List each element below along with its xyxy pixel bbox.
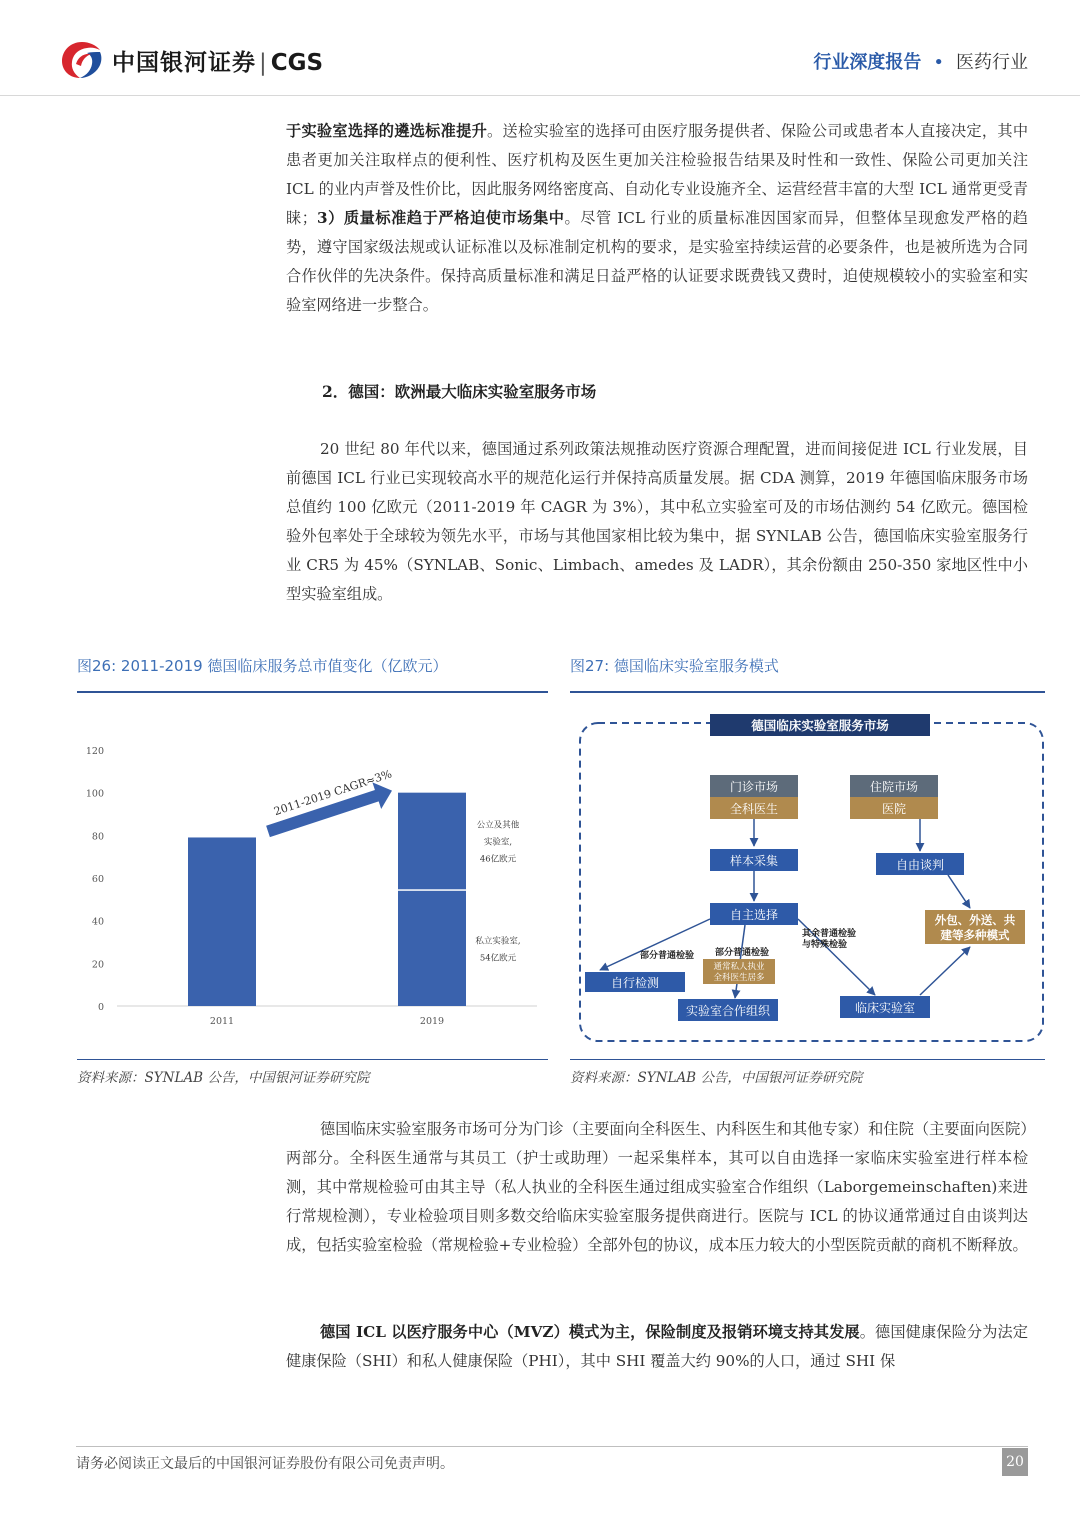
figure27-bottom-rule xyxy=(570,1059,1045,1060)
report-type: 行业深度报告 xyxy=(813,52,922,73)
x-axis-labels xyxy=(210,1016,444,1027)
footer-disclaimer: 请务必阅读正文最后的中国银河证券股份有限公司免责声明。 xyxy=(76,1456,454,1472)
figure26-top-rule xyxy=(77,691,548,693)
footer-divider xyxy=(76,1446,1028,1447)
para4-bold: 德国 ICL 以医疗服务中心（MVZ）模式为主，保险制度及报销环境支持其发展 xyxy=(320,1323,860,1341)
para1-bold-2: 3）质量标准趋于严格迫使市场集中 xyxy=(316,209,565,227)
hospital-label: 医院 xyxy=(881,802,907,816)
branch-label-left: 部分普通检验 xyxy=(640,951,695,961)
y-tick-label: 40 xyxy=(91,916,104,928)
clinical-lab-label: 临床实验室 xyxy=(854,1001,916,1015)
choice-label: 自主选择 xyxy=(729,908,779,922)
segment-label-private: 私立实验室, xyxy=(475,936,521,947)
header-separator: • xyxy=(933,52,944,73)
cagr-annotation: 2011-2019 CAGR≈3% xyxy=(272,767,394,819)
market-boundary xyxy=(580,723,1043,1041)
x-tick-label: 2019 xyxy=(419,1016,445,1027)
outpatient-label: 门诊市场 xyxy=(729,780,779,794)
para1-text-1: 。送检实验室的选择可由医疗服务提供者、保险公司或患者本人直接决定，其中患者更加关注取样点的便利性、医疗机构及医生更加关注检验报告结果及时性和一致性、保险公司更加关注 ICL 的业内声誉及性价比，因此服务网络密度高、自动化专业设施齐全、运营经营丰富的大型 ICL 通常更受青睐； xyxy=(286,122,1029,227)
market-title: 德国临床实验室服务市场 xyxy=(751,718,889,733)
negotiation-label: 自由谈判 xyxy=(895,858,945,872)
bar-private-labs xyxy=(398,891,466,1006)
paragraph-lab-selection xyxy=(286,117,1028,320)
figure27-title: 图27: 德国临床实验室服务模式 xyxy=(570,657,779,675)
figure26-bar-chart xyxy=(77,730,548,1030)
gp-label: 全科医生 xyxy=(729,802,779,816)
y-tick-label: 60 xyxy=(91,874,104,885)
segment-label-public: 公立及其他 xyxy=(476,820,520,831)
note-line1: 通常私人执业 xyxy=(713,962,765,972)
paragraph-mvz-model xyxy=(286,1318,1028,1376)
figure27-top-rule xyxy=(570,691,1045,693)
lab-coop-label: 实验室合作组织 xyxy=(685,1004,771,1018)
industry-label: 医药行业 xyxy=(956,52,1028,73)
bar-public-labs xyxy=(398,793,466,890)
company-logo: 中国银河证券 | CGS xyxy=(60,38,360,84)
figure26-bottom-rule xyxy=(77,1059,548,1060)
y-axis-ticks xyxy=(86,746,104,1013)
bars xyxy=(188,793,466,1006)
paragraph-service-model: 德国临床实验室服务市场可分为门诊（主要面向全科医生、内科医生和其他专家）和住院（主要面向医院）两部分。全科医生通常与其员工（护士或助理）一起采集样本，其可以自由选择一家临床实验室进行样本检测，其中常规检验可由其主导（私人执业的全科医生通过组成实验室合作组织（Laborgemeinschaften)来进行常规检测），专业检验项目则多数交给临床实验室服务提供商进行。医院与 ICL 的协议通常通过自由谈判达成，包括实验室检验（常规检验+专业检验）全部外包的协议，成本压力较大的小型医院贡献的商机不断释放。 xyxy=(286,1120,1028,1254)
para4-text: 。德国健康保险分为法定健康保险（SHI）和私人健康保险（PHI），其中 SHI 覆盖大约 90%的人口，通过 SHI 保 xyxy=(286,1323,1028,1370)
segment-labels xyxy=(475,820,520,964)
y-tick-label: 80 xyxy=(91,831,104,843)
self-test-label: 自行检测 xyxy=(610,976,660,990)
logo-brand: CGS xyxy=(270,50,324,76)
sampling-label: 样本采集 xyxy=(729,854,779,868)
para1-text-2: 。尽管 ICL 行业的质量标准因国家而异，但整体呈现愈发严格的趋势，遵守国家级法规或认证标准以及标准制定机构的要求，是实验室持续运营的必要条件，也是被所选为合同合作伙伴的先决条件。保持高质量标准和满足日益严格的认证要求既费钱又费时，迫使规模较小的实验室和实验室网络进一步整合。 xyxy=(286,209,1028,314)
header-report-info xyxy=(813,48,1028,74)
logo-mark-icon xyxy=(60,40,104,80)
figure27-source: 资料来源：SYNLAB 公告，中国银河证券研究院 xyxy=(570,1070,863,1086)
multi-mode-line1: 外包、外送、共 xyxy=(934,913,1016,927)
y-tick-label: 120 xyxy=(85,746,104,757)
para1-bold-1: 于实验室选择的遴选标准提升 xyxy=(286,122,488,140)
note-line2: 全科医生居多 xyxy=(713,973,765,983)
figure26-title: 图26: 2011-2019 德国临床服务总市值变化（亿欧元） xyxy=(77,657,448,675)
branch-label-mid: 部分普通检验 xyxy=(715,948,770,958)
figure27-flow-diagram xyxy=(570,705,1045,1050)
x-tick-label: 2011 xyxy=(209,1016,235,1027)
logo-text: 中国银河证券 xyxy=(112,50,256,76)
page-number: 20 xyxy=(1002,1448,1028,1476)
branch-label-right-1: 其余普通检验 xyxy=(802,929,857,939)
branch-label-right-2: 与特殊检验 xyxy=(802,940,848,950)
inpatient-label: 住院市场 xyxy=(869,780,919,794)
y-tick-label: 0 xyxy=(97,1002,104,1013)
paragraph-germany-market: 20 世纪 80 年代以来，德国通过系列政策法规推动医疗资源合理配置，进而间接促进 ICL 行业发展，目前德国 ICL 行业已实现较高水平的规范化运行并保持高质量发展。据 CDA 测算，2019 年德国临床服务市场总值约 100 亿欧元（2011-2019 年 CAGR 为 3%），其中私立实验室可及的市场估测约 54 亿欧元。德国检验外包率处于全球较为领先水平，市场与其他国家相比较为集中，据 SYNLAB 公告，德国临床实验室服务行业 CR5 为 45%（SYNLAB、Sonic、Limbach、amedes 及 LADR），其余份额由 250-350 家地区性中小型实验室组成。 xyxy=(286,440,1028,603)
y-tick-label: 100 xyxy=(85,788,104,800)
section-title: 2．德国：欧洲最大临床实验室服务市场 xyxy=(322,382,597,401)
segment-label-public: 实验室, xyxy=(483,837,513,848)
segment-label-private: 54亿欧元 xyxy=(479,953,517,964)
header-divider xyxy=(0,95,1080,96)
cagr-arrow xyxy=(266,767,393,837)
multi-mode-line2: 建等多种模式 xyxy=(940,928,1010,942)
figure26-source: 资料来源：SYNLAB 公告，中国银河证券研究院 xyxy=(77,1070,370,1086)
y-tick-label: 20 xyxy=(91,959,104,971)
bar-total xyxy=(188,837,256,1006)
segment-label-public: 46亿欧元 xyxy=(479,854,517,865)
